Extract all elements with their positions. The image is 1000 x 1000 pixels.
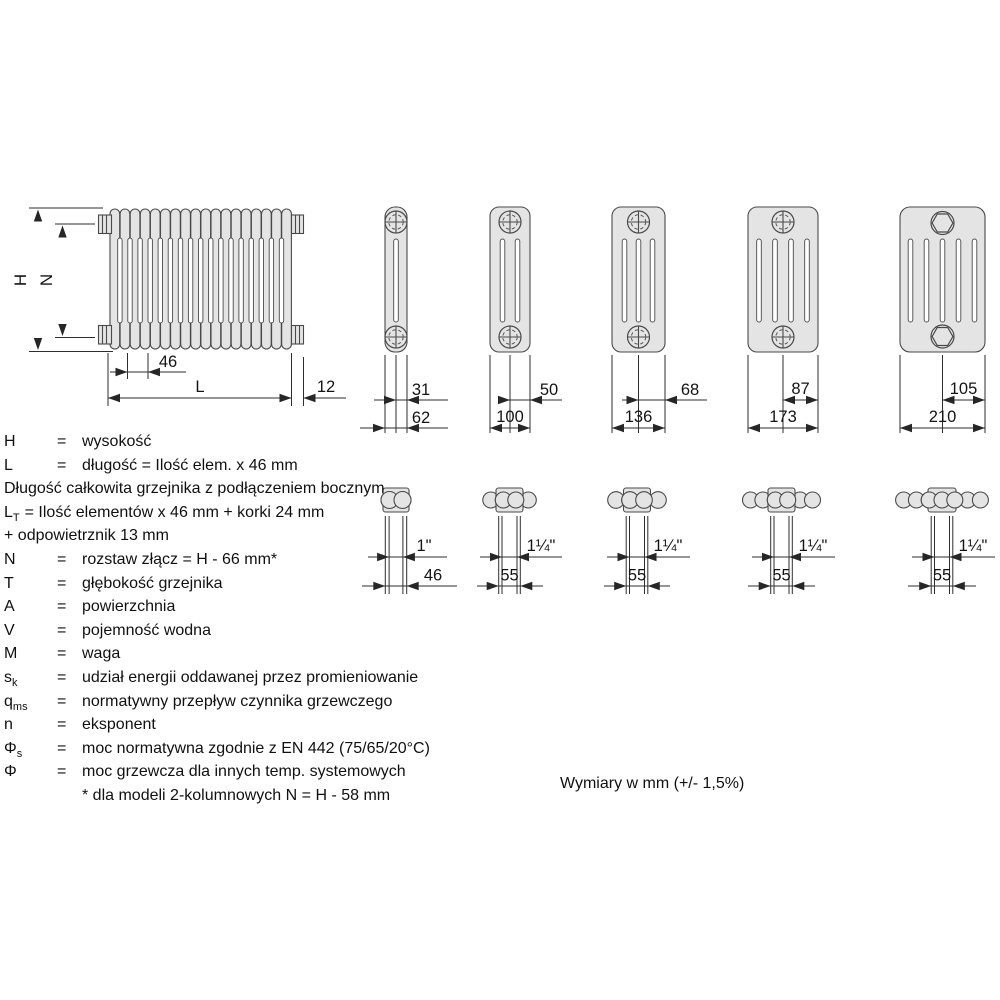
thread-size-dim: 1¼" xyxy=(653,537,683,555)
legend-row: $s_k$ = udział energii oddawanej przez promieniowanie xyxy=(4,669,419,690)
legend-symbol: V xyxy=(4,622,15,639)
pitch-dim: 55 xyxy=(932,566,952,585)
thread-size-dim: 1¼" xyxy=(526,537,556,555)
front-pitch-dim: 46 xyxy=(158,353,178,371)
legend-description: moc normatywna zgodnie z EN 442 (75/65/20°C) xyxy=(82,740,430,757)
legend-row xyxy=(4,598,554,620)
legend-description: + odpowietrznik 13 mm xyxy=(4,527,169,544)
section-6-column xyxy=(900,207,985,433)
equals-sign: = xyxy=(57,457,67,474)
equals-sign: = xyxy=(57,645,67,662)
pitch-dim: 55 xyxy=(627,566,647,585)
topview-6-column xyxy=(896,488,995,594)
section-slots xyxy=(622,239,655,322)
legend-symbol: T xyxy=(4,575,14,592)
legend-row: $L_T$ = Ilość elementów x 46 mm + korki 24 mm xyxy=(4,504,325,525)
equals-sign: = xyxy=(57,763,67,780)
front-side-dim: 12 xyxy=(316,378,336,396)
legend-row xyxy=(4,622,554,644)
equals-sign: = xyxy=(57,433,67,450)
legend-description: normatywny przepływ czynnika grzewczego xyxy=(82,693,393,710)
legend-description: głębokość grzejnika xyxy=(82,575,223,592)
legend-description: udział energii oddawanej przez promieniowanie xyxy=(82,669,419,686)
section-5-column xyxy=(748,207,818,433)
legend-symbol: L xyxy=(4,504,13,521)
topview-5-column xyxy=(743,488,836,594)
legend-row xyxy=(4,527,554,549)
equals-sign: = xyxy=(57,693,67,710)
legend-symbol: H xyxy=(4,433,16,450)
section-half-dim: 87 xyxy=(791,380,810,398)
front-joint-spacing-label: N xyxy=(37,273,56,287)
legend-description: waga xyxy=(82,645,121,662)
legend-row xyxy=(4,763,554,785)
equals-sign: = xyxy=(57,740,67,757)
legend-row xyxy=(4,575,554,597)
equals-sign: = xyxy=(57,716,67,733)
pitch-dim: 55 xyxy=(772,566,791,585)
legend-description: eksponent xyxy=(82,716,156,733)
section-full-dim: 210 xyxy=(928,408,957,426)
front-height-label: H xyxy=(11,273,30,287)
legend-row xyxy=(4,433,554,455)
legend-symbol: q xyxy=(4,693,13,710)
thread-size-dim: 1¼" xyxy=(958,537,988,555)
thread-size-dim: 1" xyxy=(416,537,432,555)
legend-row xyxy=(4,480,554,502)
legend-symbol: A xyxy=(4,598,15,615)
pitch-dim: 46 xyxy=(423,566,443,585)
equals-sign: = xyxy=(57,598,67,615)
legend-symbol: s xyxy=(4,669,12,686)
legend-symbol: L xyxy=(4,457,13,474)
equals-sign: = xyxy=(57,669,67,686)
legend-description: moc grzewcza dla innych temp. systemowych xyxy=(82,763,406,780)
section-half-dim: 31 xyxy=(411,381,431,399)
units-note: Wymiary w mm (+/- 1,5%) xyxy=(560,775,745,792)
legend-description: powierzchnia xyxy=(82,598,176,615)
legend-symbol: n xyxy=(4,716,13,733)
legend xyxy=(4,0,564,1000)
section-full-dim: 62 xyxy=(411,409,431,427)
legend-description: = Ilość elementów x 46 mm + korki 24 mm xyxy=(24,504,325,521)
section-half-dim: 50 xyxy=(539,381,559,399)
legend-footnote: * dla modeli 2-kolumnowych N = H - 58 mm xyxy=(82,787,391,804)
section-half-dim: 68 xyxy=(680,381,700,399)
legend-symbol: N xyxy=(4,551,16,568)
legend-description: Długość całkowita grzejnika z podłączeniem bocznym xyxy=(4,480,385,497)
connection-top-view xyxy=(896,488,989,512)
legend-row xyxy=(4,787,554,809)
legend-row xyxy=(4,645,554,667)
topview-4-column xyxy=(604,488,690,594)
equals-sign: = xyxy=(57,551,67,568)
section-4-column xyxy=(612,207,707,433)
equals-sign: = xyxy=(57,575,67,592)
front-length-dim: L xyxy=(195,378,205,396)
legend-row: $q_{ms}$ = normatywny przepływ czynnika grzewczego xyxy=(4,693,393,714)
legend-symbol: Φ xyxy=(4,740,17,757)
section-full-dim: 100 xyxy=(496,408,524,426)
legend-symbol: M xyxy=(4,645,18,662)
pitch-dim: 55 xyxy=(500,566,519,585)
legend-description: wysokość xyxy=(82,433,152,450)
legend-description: rozstaw złącz = H - 66 mm* xyxy=(82,551,278,568)
connection-top-view xyxy=(743,488,821,512)
legend-row xyxy=(4,551,554,573)
legend-row xyxy=(4,716,554,738)
connection-top-view xyxy=(608,488,667,512)
legend-row: $\Phi_s$ = moc normatywna zgodnie z EN 442 (75/65/20°C) xyxy=(4,740,430,761)
section-full-dim: 136 xyxy=(624,408,653,426)
legend-description: pojemność wodna xyxy=(82,622,211,639)
legend-symbol: Φ xyxy=(4,763,17,780)
thread-size-dim: 1¼" xyxy=(798,537,828,555)
section-full-dim: 173 xyxy=(769,408,797,426)
equals-sign: = xyxy=(57,622,67,639)
legend-row xyxy=(4,457,554,479)
legend-description: długość = Ilość elem. x 46 mm xyxy=(82,457,298,474)
section-half-dim: 105 xyxy=(949,380,978,398)
